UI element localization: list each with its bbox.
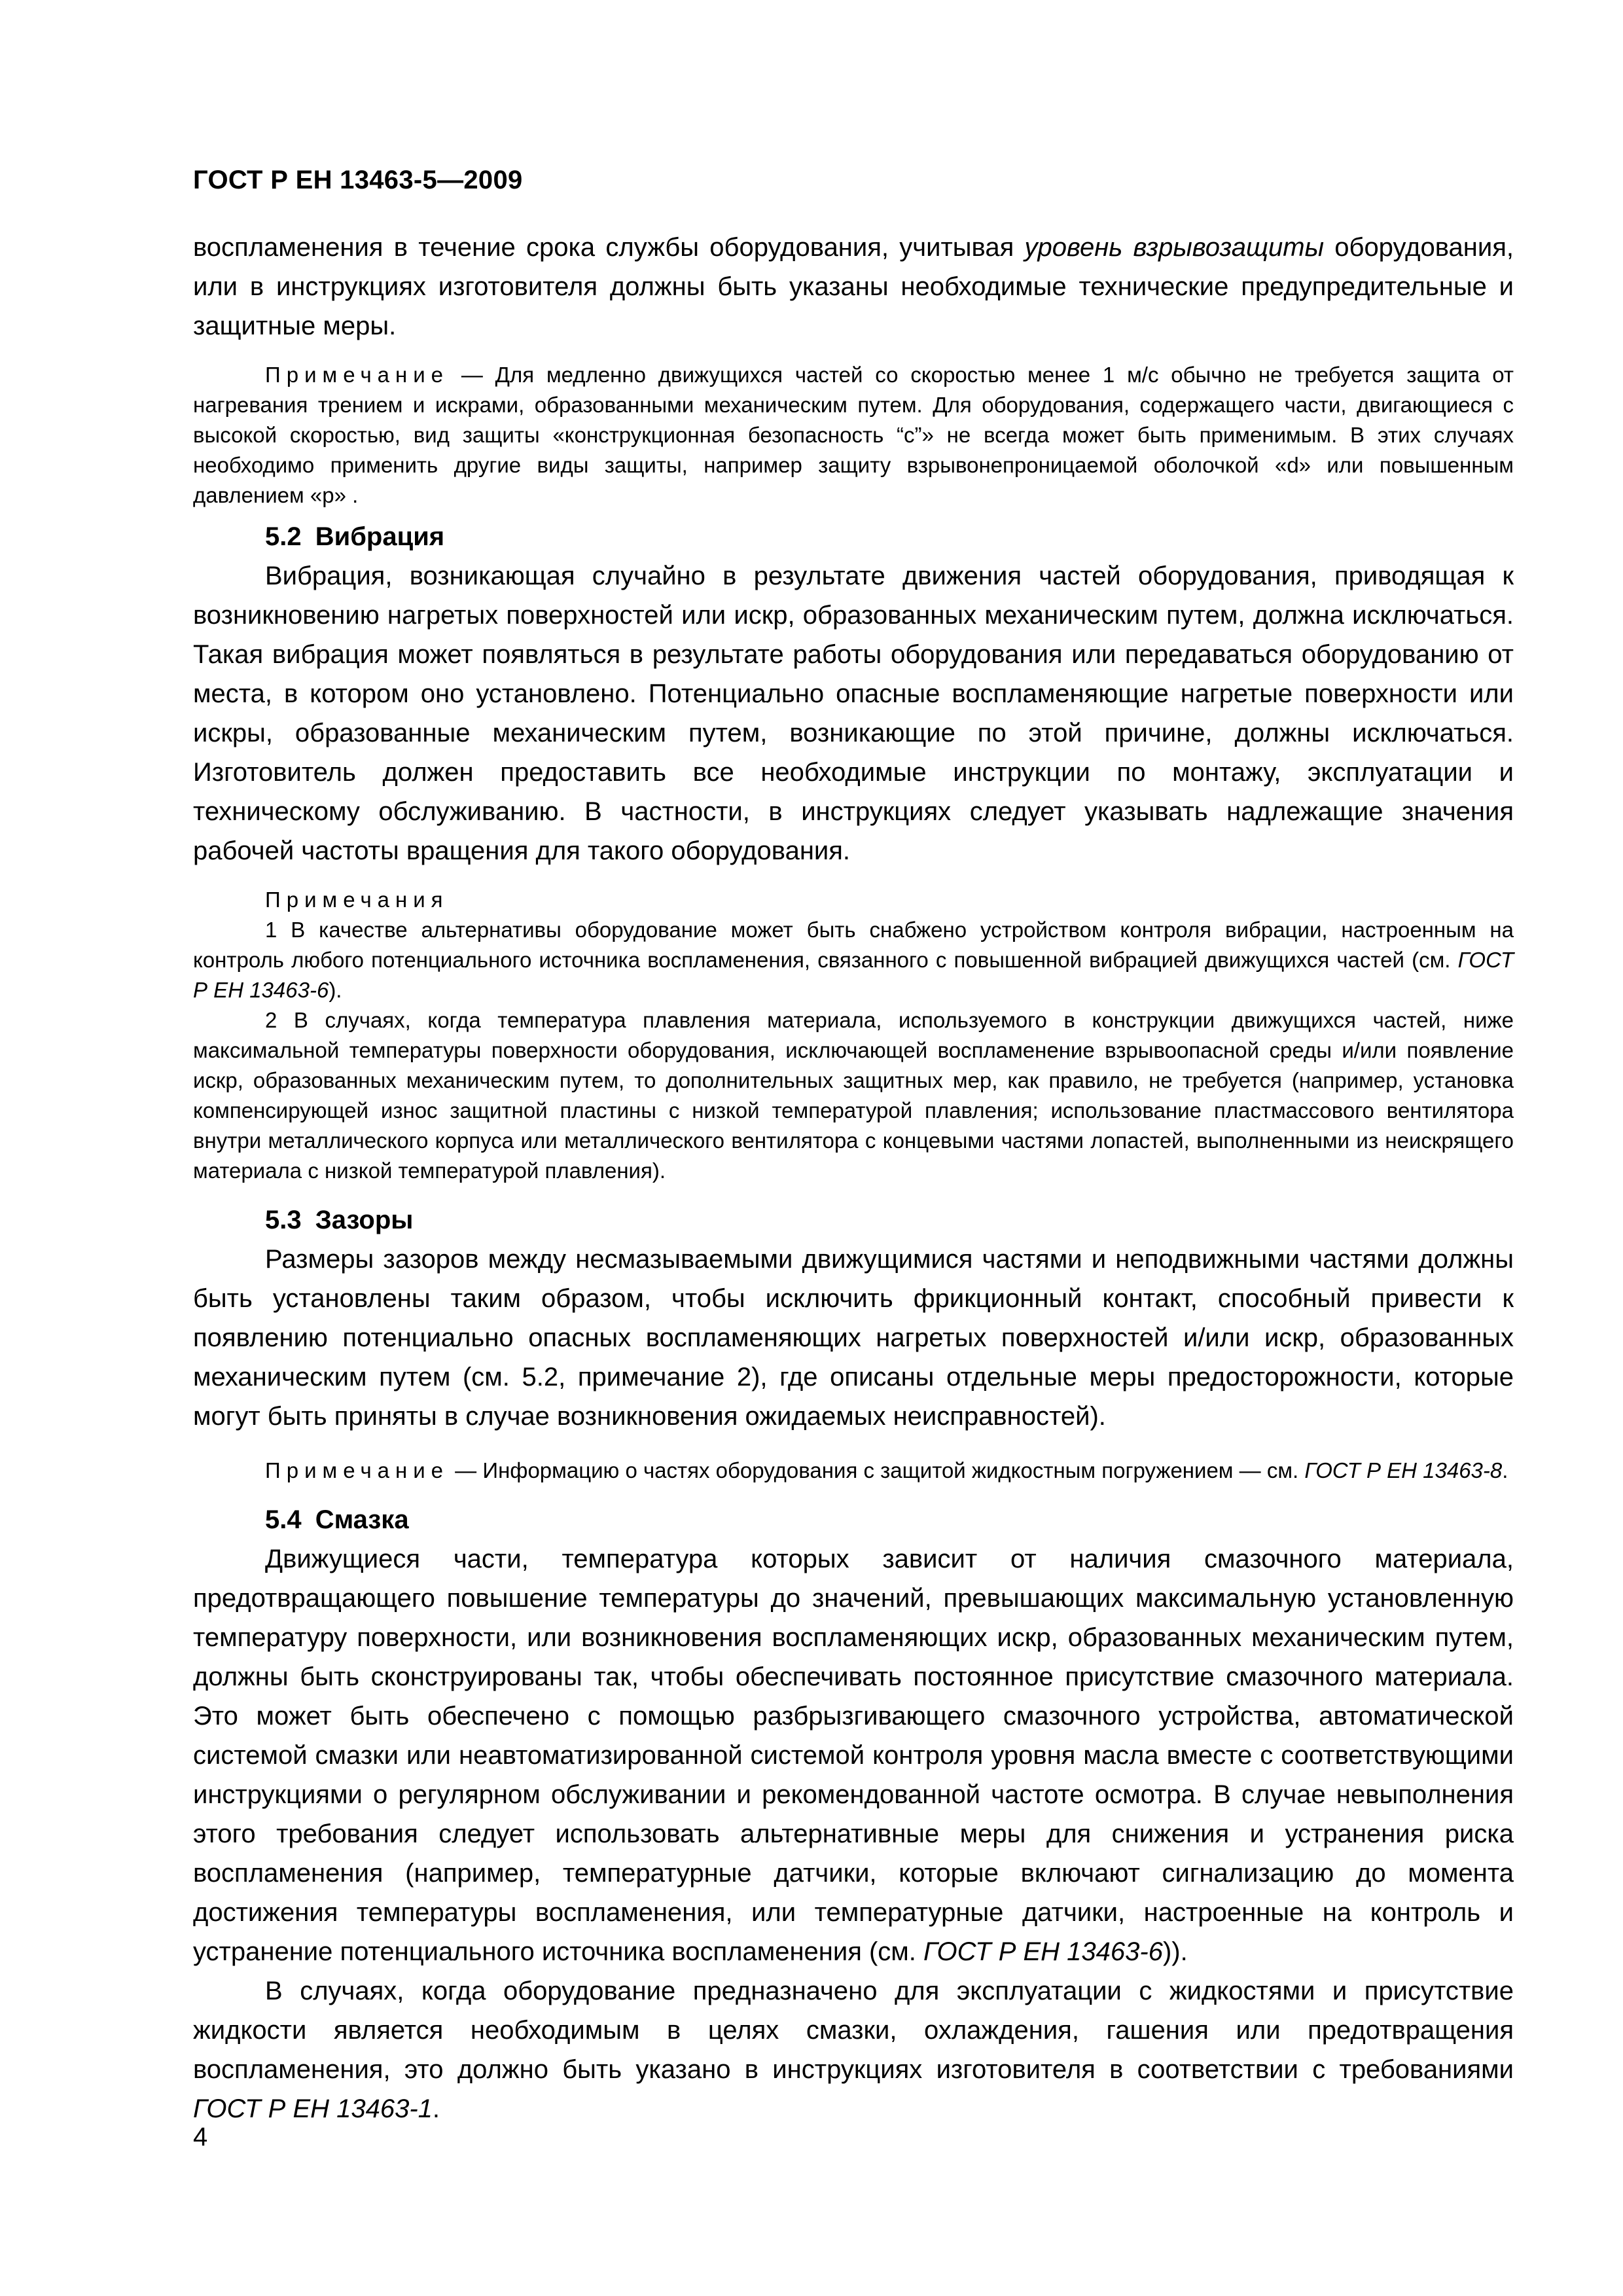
intro-paragraph: воспламенения в течение срока службы оборудования, учитывая уровень взрывозащиты оборудования, или в инструкциях изготовителя должны быть указаны необходимые технические предупредительные и защитные меры. <box>193 233 1514 340</box>
section-5-3-note: Примечание — Информацию о частях оборудования с защитой жидкостным погружением — см. ГОСТ Р ЕН 13463-8. <box>265 1458 1508 1482</box>
section-5-4-paragraph-1: Движущиеся части, температура которых зависит от наличия смазочного материала, предотвращающего повышение температуры до значений, превышающих максимальную установленную температуру поверхности, или возникновения воспламеняющих искр, образованных механическим путем, должны быть сконструированы так, чтобы обеспечивать постоянное присутствие смазочного материала. Это может быть обеспечено с помощью разбрызгивающего смазочного устройства, автоматической системой смазки или неавтоматизированной системой контроля уровня масла вместе с соответствующими инструкциями о регулярном обслуживании и рекомендованной частоте осмотра. В случае невыполнения этого требования следует использовать альтернативные меры для снижения и устранения риска воспламенения (например, температурные датчики, которые включают сигнализацию до момента достижения температуры воспламенения, или температурные датчики, настроенные на контроль и устранение потенциального источника воспламенения (см. ГОСТ Р ЕН 13463-6)). <box>193 1545 1514 1966</box>
section-heading-5-3: 5.3 Зазоры <box>265 1206 414 1234</box>
standard-reference: ГОСТ Р ЕН 13463-6 <box>193 948 1514 1002</box>
intro-note: Примечание — Для медленно движущихся частей со скоростью менее 1 м/с обычно не требуется защита от нагревания трением и искрами, образованными механическим путем. Для оборудования, содержащего части, двигающиеся с высокой скоростью, вид защиты «конструкционная безопасность “с”» не всегда может быть применимым. В этих случаях необходимо применить другие виды защиты, например защиту взрывонепроницаемой оболочкой «d» или повышенным давлением «р» . <box>193 363 1514 507</box>
page-number: 4 <box>193 2123 208 2151</box>
note-label: Примечание <box>265 1458 450 1482</box>
section-5-2-note-1: 1 В качестве альтернативы оборудование может быть снабжено устройством контроля вибрации, настроенным на контроль любого потенциального источника воспламенения, связанного с повышенной вибрацией движущихся частей (см. ГОСТ Р ЕН 13463-6). <box>193 918 1514 1002</box>
section-5-3-paragraph: Размеры зазоров между несмазываемыми движущимися частями и неподвижными частями должны быть установлены таким образом, чтобы исключить фрикционный контакт, способный привести к появлению потенциально опасных воспламеняющих нагретых поверхностей и/или искр, образованных механическим путем (см. 5.2, примечание 2), где описаны отдельные меры предосторожности, которые могут быть приняты в случае возникновения ожидаемых неисправностей). <box>193 1245 1514 1431</box>
section-heading-5-4: 5.4 Смазка <box>265 1505 409 1534</box>
section-5-4-paragraph-2: В случаях, когда оборудование предназначено для эксплуатации с жидкостями и присутствие жидкости является необходимым в целях смазки, охлаждения, гашения или предотвращения воспламенения, это должно быть указано в инструкциях изготовителя в соответствии с требованиями ГОСТ Р ЕН 13463-1. <box>193 1977 1514 2123</box>
note-label: Примечание <box>265 363 450 387</box>
section-heading-5-2: 5.2 Вибрация <box>265 522 445 551</box>
standard-reference: ГОСТ Р ЕН 13463-6 <box>923 1937 1163 1966</box>
italic-term: уровень взрывозащиты <box>1024 233 1325 262</box>
standard-reference: ГОСТ Р ЕН 13463-1 <box>193 2094 433 2123</box>
document-code-header: ГОСТ Р ЕН 13463-5—2009 <box>193 166 523 194</box>
section-5-2-note-2: 2 В случаях, когда температура плавления материала, используемого в конструкции движущихся частей, ниже максимальной температуры поверхности оборудования, исключающей воспламенение взрывоопасной среды и/или появление искр, образованных механическим путем, то дополнительных защитных мер, как правило, не требуется (например, установка компенсирующей износ защитной пластины с низкой температурой плавления; использование пластмассового вентилятора внутри металлического корпуса или металлического вентилятора с концевыми частями лопастей, выполненными из неискрящего материала с низкой температурой плавления). <box>193 1008 1514 1183</box>
notes-label: Примечания <box>265 888 449 912</box>
section-5-2-paragraph: Вибрация, возникающая случайно в результате движения частей оборудования, приводящая к возникновению нагретых поверхностей или искр, образованных механическим путем, должна исключаться. Такая вибрация может появляться в результате работы оборудования или передаваться оборудованию от места, в котором оно установлено. Потенциально опасные воспламеняющие нагретые поверхности или искры, образованные механическим путем, возникающие по этой причине, должны исключаться. Изготовитель должен предоставить все необходимые инструкции по монтажу, эксплуатации и техническому обслуживанию. В частности, в инструкциях следует указывать надлежащие значения рабочей частоты вращения для такого оборудования. <box>193 562 1514 865</box>
page-content <box>193 228 1514 2128</box>
standard-reference: ГОСТ Р ЕН 13463-8 <box>1304 1458 1503 1482</box>
